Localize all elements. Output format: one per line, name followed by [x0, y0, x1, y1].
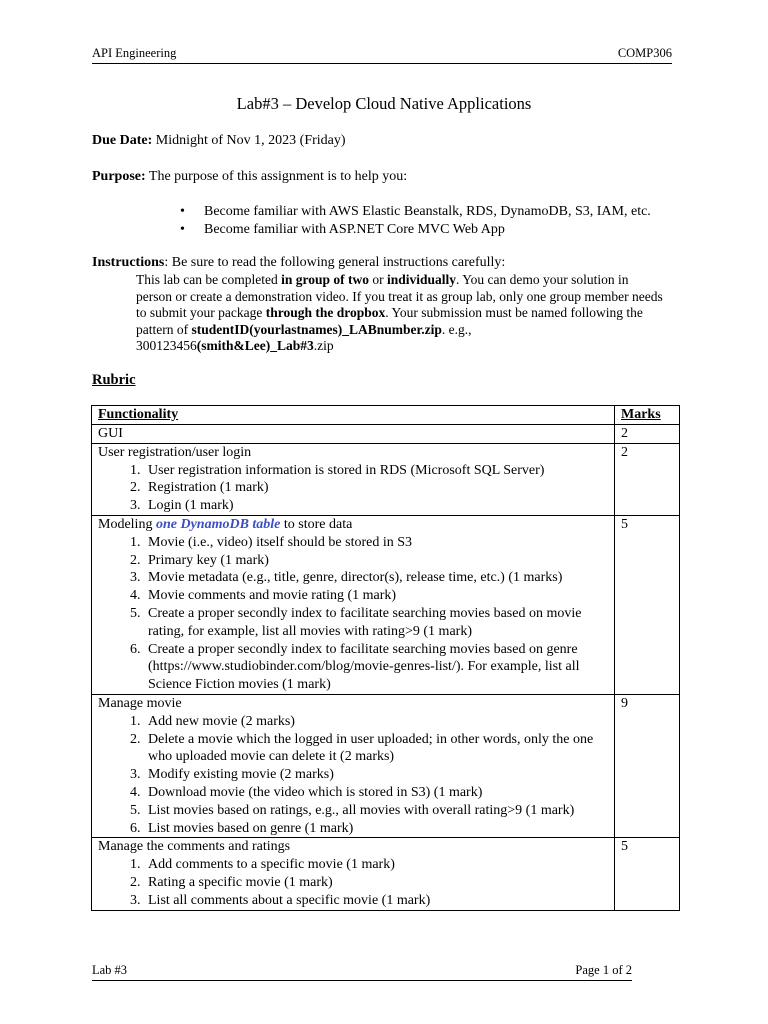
criteria-list — [98, 856, 608, 909]
criteria-list — [98, 713, 608, 838]
table-row — [92, 425, 680, 444]
page-header — [92, 45, 672, 64]
row-content — [92, 443, 615, 515]
row-label: User registration/user login — [98, 444, 252, 460]
list-item: 5. List movies based on ratings, e.g., all movies with overall rating>9 (1 mark) — [144, 802, 608, 820]
row-label: Manage movie — [98, 695, 182, 711]
instructions-body — [136, 272, 686, 355]
purpose-text: The purpose of this assignment is to help you: — [145, 169, 408, 184]
table-row — [92, 515, 680, 694]
label-text: Modeling — [98, 516, 156, 532]
list-item: 6. Create a proper secondly index to facilitate searching movies based on genre (https://www.studiobinder.com/blog/movie-genres-list/). For example, list all Science Fiction movies (1 mark) — [144, 641, 608, 694]
instr-bold: studentID(yourlastnames)_LABnumber.zip — [191, 321, 442, 337]
footer-lab-label: Lab #3 — [92, 963, 128, 977]
instructions-label: Instructions — [92, 255, 165, 270]
list-item: 6. List movies based on genre (1 mark) — [144, 820, 608, 838]
row-marks: 9 — [615, 694, 680, 837]
instr-bold: individually — [386, 272, 457, 287]
instr-text: .zip — [313, 338, 334, 353]
list-item: 3. List all comments about a specific movie (1 mark) — [144, 892, 608, 910]
list-item: 1. Movie (i.e., video) itself should be stored in S3 — [144, 534, 608, 552]
list-item: 1. Add new movie (2 marks) — [144, 713, 608, 731]
table-row — [92, 694, 680, 837]
instr-text: or — [368, 272, 387, 287]
due-date — [92, 133, 346, 149]
list-item: 3. Modify existing movie (2 marks) — [144, 766, 608, 784]
table-row — [92, 443, 680, 515]
row-content — [92, 694, 615, 837]
header-course-name: API Engineering — [92, 46, 177, 60]
header-course-code: COMP306 — [617, 46, 672, 60]
list-item: 2. Primary key (1 mark) — [144, 552, 608, 570]
instr-bold: in group of two — [281, 272, 369, 287]
bullet-item: • Become familiar with AWS Elastic Beanstalk, RDS, DynamoDB, S3, IAM, etc. — [180, 203, 651, 221]
instructions-intro: : Be sure to read the following general instructions carefully: — [164, 255, 506, 270]
table-header-row — [92, 406, 680, 425]
instr-bold: through the dropbox — [265, 305, 386, 320]
purpose-bullet-list — [180, 203, 651, 239]
label-emphasis: one DynamoDB table — [155, 516, 281, 532]
row-marks: 2 — [615, 425, 680, 444]
list-item: 1. Add comments to a specific movie (1 mark) — [144, 856, 608, 874]
instr-text: pattern of — [136, 321, 192, 337]
list-item: 2. Rating a specific movie (1 mark) — [144, 874, 608, 892]
list-item: 4. Movie comments and movie rating (1 mark) — [144, 587, 608, 605]
row-marks: 5 — [615, 515, 680, 694]
footer-page-number: Page 1 of 2 — [575, 963, 632, 977]
row-marks: 2 — [615, 443, 680, 515]
purpose — [92, 169, 407, 185]
instr-text: person or create a demonstration video. If you treat it as group lab, only one group member needs — [136, 288, 663, 304]
instr-text: This lab can be completed — [136, 272, 282, 287]
instr-text: to submit your package — [136, 305, 266, 320]
instr-text: . e.g., — [441, 321, 472, 337]
criteria-list — [98, 534, 608, 694]
row-content — [92, 515, 615, 694]
bullet-item: • Become familiar with ASP.NET Core MVC Web App — [180, 221, 651, 239]
row-marks: 5 — [615, 838, 680, 910]
row-content — [92, 838, 615, 910]
label-text: to store data — [280, 516, 353, 532]
instr-text: . Your submission must be named following the — [385, 305, 643, 320]
due-date-text: Midnight of Nov 1, 2023 (Friday) — [152, 133, 346, 148]
list-item: 3. Login (1 mark) — [144, 497, 608, 515]
list-item: 1. User registration information is stored in RDS (Microsoft SQL Server) — [144, 462, 608, 480]
list-item: 5. Create a proper secondly index to facilitate searching movies based on movie rating, for example, list all movies with rating>9 (1 mark) — [144, 605, 608, 641]
row-label: GUI — [92, 425, 615, 444]
col-functionality: Functionality — [92, 406, 615, 425]
list-item: 2. Registration (1 mark) — [144, 479, 608, 497]
page-footer — [92, 962, 632, 981]
table-row — [92, 838, 680, 910]
list-item: 3. Movie metadata (e.g., title, genre, director(s), release time, etc.) (1 marks) — [144, 569, 608, 587]
list-item: 4. Download movie (the video which is stored in S3) (1 mark) — [144, 784, 608, 802]
row-label: Manage the comments and ratings — [98, 839, 291, 855]
col-marks: Marks — [615, 406, 680, 425]
instr-bold: (smith&Lee)_Lab#3 — [196, 338, 314, 353]
instr-text: . You can demo your solution in — [456, 272, 629, 287]
due-date-label: Due Date: — [92, 133, 153, 148]
instr-text: 300123456 — [136, 338, 197, 353]
list-item: 2. Delete a movie which the logged in user uploaded; in other words, only the one who uploaded movie can delete it (2 marks) — [144, 731, 608, 767]
criteria-list — [98, 462, 608, 515]
rubric-table — [91, 405, 680, 911]
row-label — [98, 516, 608, 534]
rubric-heading: Rubric — [92, 372, 136, 388]
instructions-heading — [92, 255, 505, 271]
purpose-label: Purpose: — [92, 169, 146, 184]
document-title: Lab#3 – Develop Cloud Native Applications — [236, 94, 532, 113]
